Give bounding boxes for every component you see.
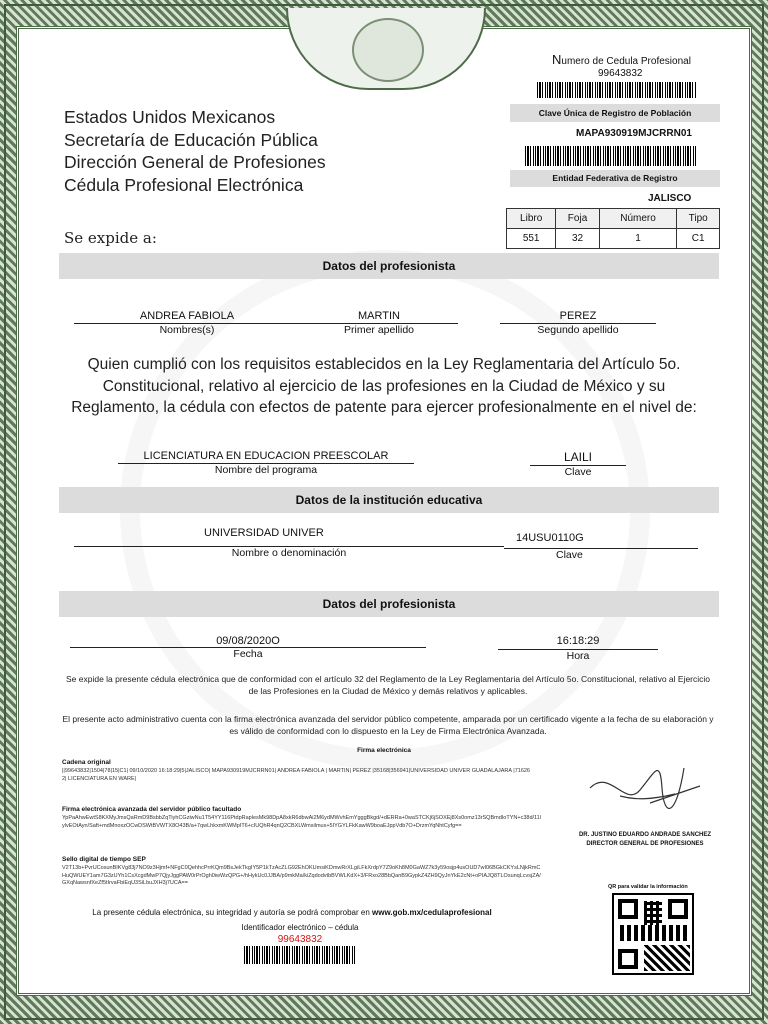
programa-clave-label: Clave: [530, 465, 626, 478]
title-line: Cédula Profesional Electrónica: [64, 174, 304, 195]
entidad-value: JALISCO: [648, 193, 692, 204]
table-row: [507, 209, 720, 229]
segundo-apellido-value: PEREZ: [559, 310, 597, 322]
firma-title: Firma electrónica: [357, 747, 411, 754]
qr-label: QR para validar la información: [608, 884, 688, 890]
title-line: Estados Unidos Mexicanos: [64, 107, 276, 127]
nombres-value: ANDREA FABIOLA: [139, 310, 235, 322]
qr-code-icon[interactable]: [612, 893, 694, 975]
title-line: Dirección General de Profesiones: [64, 152, 326, 172]
legal-note-1: Se expide la presente cédula electrónica que de conformidad con el artículo 32 del Reglamento de la Ley Reglamentaria del Artículo 5o. Constitucional, relativo al Ejercicio de las Profesiones en la Ciudad de México y demás relativos y aplicables.: [65, 674, 711, 696]
institucion-clave-value: 14USU0110G: [516, 532, 584, 544]
entidad-label: Entidad Federativa de Registro: [510, 170, 720, 187]
verification-text: La presente cédula electrónica, su integridad y autoría se podrá comprobar en www.gob.mx/cedulaprofesional: [92, 908, 492, 917]
requisitos-paragraph: Quien cumplió con los requisitos establecidos en la Ley Reglamentaria del Artículo 5o. Constitucional, relativo al ejercicio de las profesiones en la Ciudad de México y su Reglamento, la cédula con efectos de patente para ejercer profesionalmente en el nivel de:: [71, 356, 697, 416]
table-header: Libro: [507, 209, 556, 229]
cedula-number-label: Numero de Cedula Profesional: [552, 52, 691, 67]
curp-value: MAPA930919MJCRRN01: [576, 128, 692, 139]
fecha-label: Fecha: [70, 647, 426, 660]
primer-apellido-label: Primer apellido: [300, 323, 458, 336]
title-line: Secretaría de Educación Pública: [64, 129, 318, 150]
section-institucion: Datos de la institución educativa: [59, 487, 719, 513]
institution-title: [64, 106, 326, 196]
section-profesionista: Datos del profesionista: [59, 253, 719, 279]
table-cell: 551: [507, 229, 556, 249]
verify-link[interactable]: www.gob.mx/cedulaprofesional: [372, 908, 492, 917]
firma-avanzada-value: YpPaAhwEwtS8KXMyJmsQaRmD9BsbbZqTiyhCGziwNu1T54YY116PtdpRaplesMk98DpA8xkR6dbwAi2M6ydMWvhEmYgggBkgd/+dERRa+0waSTCKj6jSOXEj8Xs0omz13rSQBmdIoTYN+c38d/11lylvEOtAyn/Saft+mdMnoxzOCwDSWtBVWTX8O43B/a+7qwLhkxmKWMpIT6+cIUQhR4qnQ2CBXLWmsilmus+5IYGYLFkKawW9boaEJppVdb7O+DrzmYqNhtCyfg==: [62, 815, 541, 829]
curp-barcode-icon: [525, 146, 697, 166]
sello-value: V2T13b+PvrUCosunBIKVg83j7NO9z3Hjmf+NFgC0QehhcPrrKQm9BsJekTkgIY5P1kTzAcZLG92EhOKUmsiKDmwRrXLgiLFkXrdpY7Z9oKh8M0GaWZ7k3y59osjp4usOUD7wI06BGkCKYsLNjkRmCHuQWUEY1am7G3zUYh1CsXcgdMwP7QjyJggPAW0rPrOgh0iwWzQPG+/hHykUc0JJBA/p9mkMa/kiZqdodvtbBVWLKdX+3/FRxo28BbQanB9GypkZ4ZH9QyJnYkE2cNt+oPIAJQ8TLOsunqLcvsjZA/GXqNawsnfXeZf5tIrvaFbiEqU3SiLbuJXH3j7UCA==: [62, 865, 541, 886]
table-header: Tipo: [677, 209, 720, 229]
signatory-block: [572, 831, 718, 849]
eagle-emblem-icon: [352, 18, 424, 82]
table-cell: 1: [599, 229, 677, 249]
se-expide-label: Se expide a:: [64, 229, 157, 247]
cedula-barcode-icon: [537, 82, 697, 98]
programa-value: LICENCIATURA EN EDUCACION PREESCOLAR: [143, 450, 389, 462]
nombres-label: Nombres(s): [74, 323, 300, 336]
firma-avanzada-label: Firma electrónica avanzada del servidor público facultado: [62, 806, 242, 813]
registro-table: [506, 208, 720, 249]
institucion-value: UNIVERSIDAD UNIVER: [204, 527, 324, 539]
table-cell: C1: [677, 229, 720, 249]
primer-apellido-value: MARTIN: [358, 310, 400, 322]
programa-clave-value: LAILI: [563, 450, 593, 464]
table-header: Número: [599, 209, 677, 229]
identificador-label: Identificador electrónico – cédula: [241, 923, 359, 932]
institucion-clave-label: Clave: [504, 548, 698, 561]
cedula-number: 99643832: [598, 68, 643, 79]
segundo-apellido-label: Segundo apellido: [500, 323, 656, 336]
handwritten-signature-icon: [580, 748, 710, 828]
table-cell: 32: [556, 229, 599, 249]
table-row: [507, 229, 720, 249]
cadena-label: Cadena original: [62, 759, 111, 766]
hora-value: 16:18:29: [556, 635, 600, 647]
legal-note-2: El presente acto administrativo cuenta con la firma electrónica avanzada del servidor público competente, amparada por un certificado vigente a la fecha de su elaboración y es válido de conformidad con lo dispuesto en la Ley de Firma Electrónica Avanzada.: [62, 714, 714, 736]
identificador-number: 99643832: [277, 934, 323, 945]
sello-label: Sello digital de tiempo SEP: [62, 856, 146, 863]
fecha-value: 09/08/2020O: [216, 635, 280, 647]
footer-barcode-icon: [244, 946, 356, 964]
hora-label: Hora: [498, 649, 658, 662]
table-header: Foja: [556, 209, 599, 229]
section-fecha: Datos del profesionista: [59, 591, 719, 617]
signatory-name: DR. JUSTINO EDUARDO ANDRADE SANCHEZ: [578, 832, 712, 838]
institucion-label: Nombre o denominación: [74, 546, 504, 559]
programa-label: Nombre del programa: [118, 463, 414, 476]
signatory-position: DIRECTOR GENERAL DE PROFESIONES: [586, 841, 704, 847]
curp-label: Clave Única de Registro de Población: [510, 104, 720, 122]
cadena-value: ||99643832|1504|78|15|C1| 09/10/2020 16:18:29|5|JALISCO| MAPA930919MJCRRN01| ANDREA FABIOLA | MARTIN| PEREZ |35168|356941|UNIVERSIDAD UNIVER GUADALAJARA |716262| LICENCIATURA EN WARE|: [62, 768, 530, 782]
